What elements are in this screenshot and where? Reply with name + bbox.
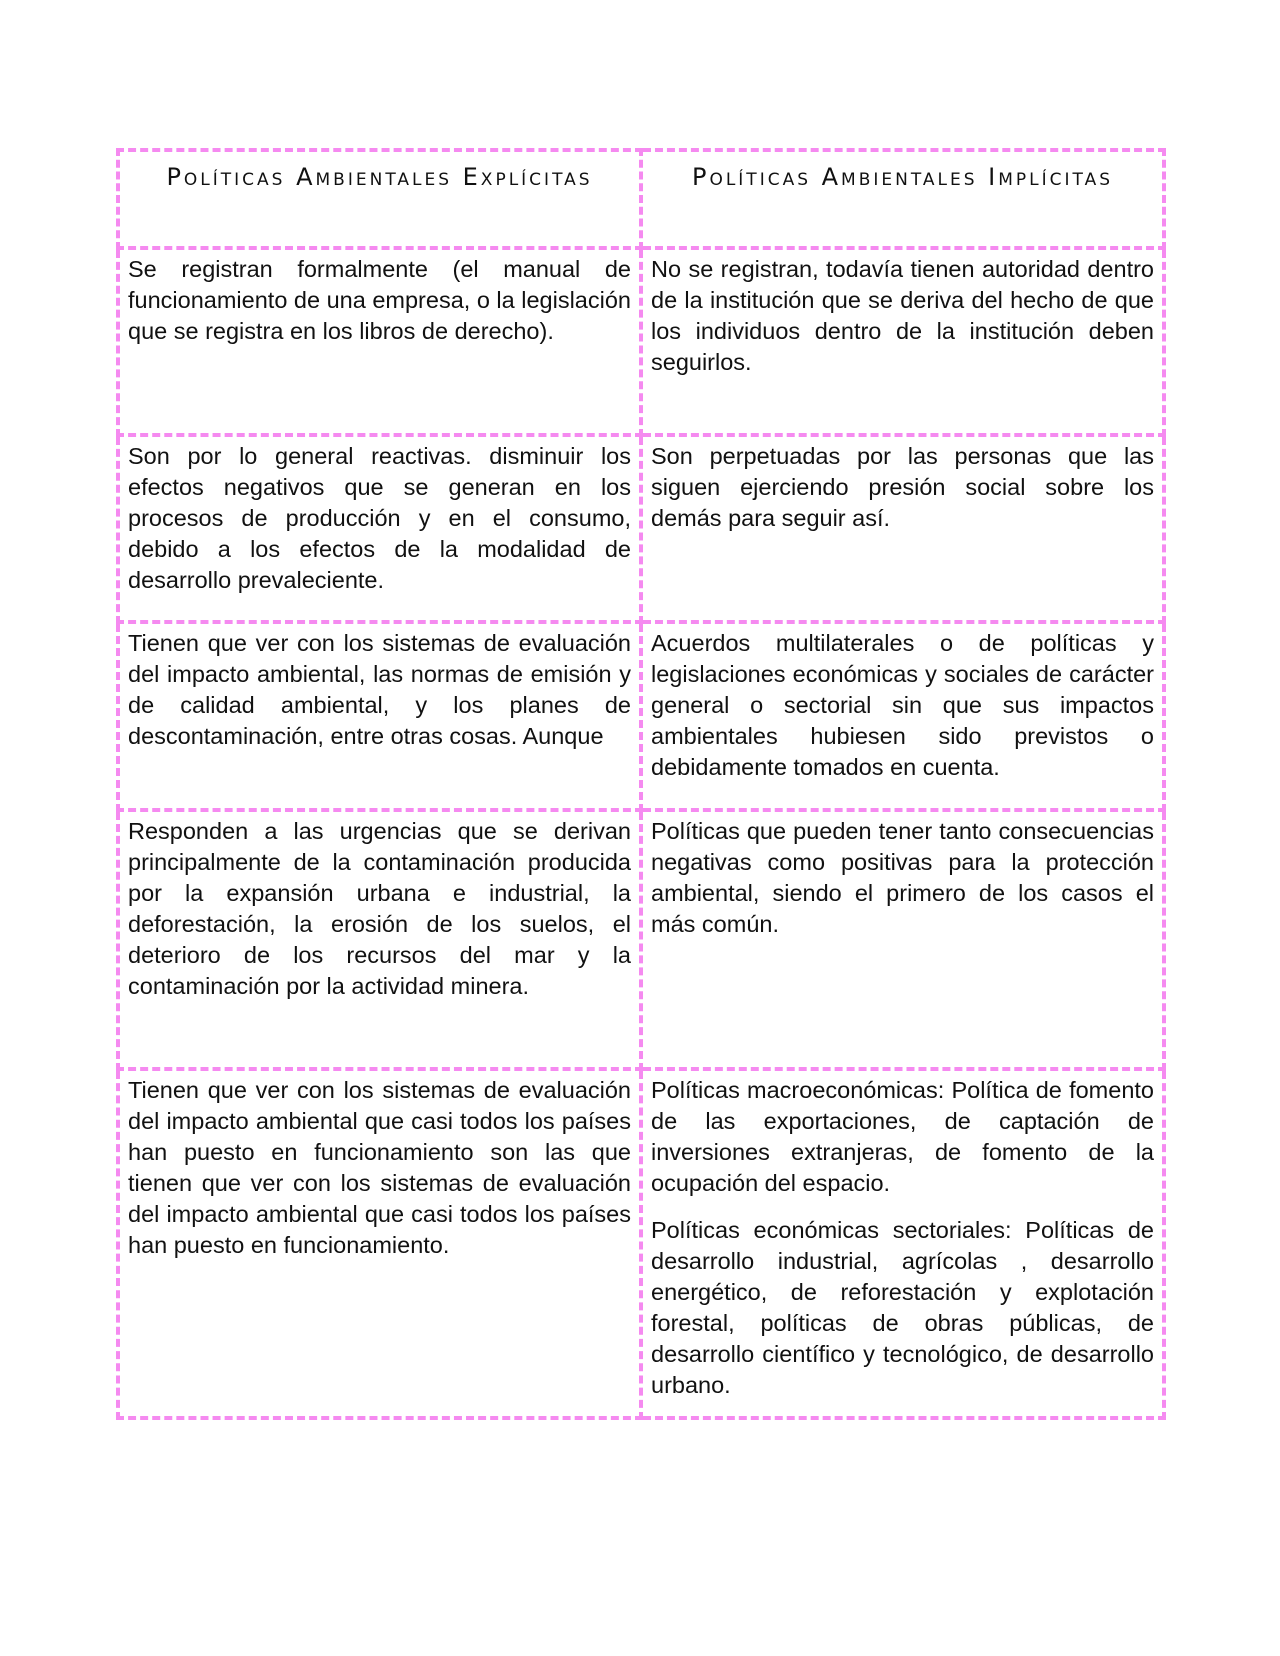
header-explicit: Políticas Ambientales Explícitas [118, 150, 641, 248]
cell-explicit [118, 810, 641, 1069]
cell-implicit [641, 810, 1164, 1069]
cell-implicit [641, 622, 1164, 810]
cell-explicit [118, 1069, 641, 1418]
cell-implicit [641, 435, 1164, 622]
cell-text: Se registran formalmente (el manual de funcionamiento de una empresa, o la legislación que se registra en los libros de derecho). [128, 256, 631, 344]
header-row [118, 150, 1164, 248]
table-row [118, 622, 1164, 810]
header-implicit: Políticas Ambientales Implícitas [641, 150, 1164, 248]
cell-explicit [118, 622, 641, 810]
cell-text: Políticas que pueden tener tanto consecuencias negativas como positivas para la protección ambiental, siendo el primero de los casos el más común. [651, 818, 1154, 937]
cell-implicit [641, 248, 1164, 435]
table-row [118, 435, 1164, 622]
cell-text: Son perpetuadas por las personas que las siguen ejerciendo presión social sobre los demás para seguir así. [651, 443, 1154, 531]
table-row [118, 248, 1164, 435]
cell-text: Tienen que ver con los sistemas de evaluación del impacto ambiental que casi todos los países han puesto en funcionamiento son las que tienen que ver con los sistemas de evaluación del impacto ambiental que casi todos los países han puesto en funcionamiento. [128, 1077, 631, 1258]
cell-explicit [118, 248, 641, 435]
cell-implicit [641, 1069, 1164, 1418]
cell-text: Acuerdos multilaterales o de políticas y legislaciones económicas y sociales de carácter general o sectorial sin que sus impactos ambientales hubiesen sido previstos o debidamente tomados en cuenta. [651, 630, 1154, 780]
cell-text: Son por lo general reactivas. disminuir los efectos negativos que se generan en los procesos de producción y en el consumo, debido a los efectos de la modalidad de desarrollo prevaleciente. [128, 443, 631, 593]
cell-text: Políticas macroeconómicas: Política de fomento de las exportaciones, de captación de inversiones extranjeras, de fomento de la ocupación del espacio. [651, 1077, 1154, 1196]
cell-text: Tienen que ver con los sistemas de evaluación del impacto ambiental, las normas de emisión y de calidad ambiental, y los planes de descontaminación, entre otras cosas. Aunque [128, 630, 631, 749]
cell-text: No se registran, todavía tienen autoridad dentro de la institución que se deriva del hecho de que los individuos dentro de la institución deben seguirlos. [651, 256, 1154, 375]
comparison-table [116, 148, 1166, 1420]
cell-text: Políticas económicas sectoriales: Políticas de desarrollo industrial, agrícolas , desarrollo energético, de reforestación y explotación forestal, políticas de obras públicas, de desarrollo científico y tecnológico, de desarrollo urbano. [651, 1217, 1154, 1398]
cell-explicit [118, 435, 641, 622]
cell-text: Responden a las urgencias que se derivan principalmente de la contaminación producida por la expansión urbana e industrial, la deforestación, la erosión de los suelos, el deterioro de los recursos del mar y la contaminación por la actividad minera. [128, 818, 631, 999]
table-row [118, 1069, 1164, 1418]
table-row [118, 810, 1164, 1069]
